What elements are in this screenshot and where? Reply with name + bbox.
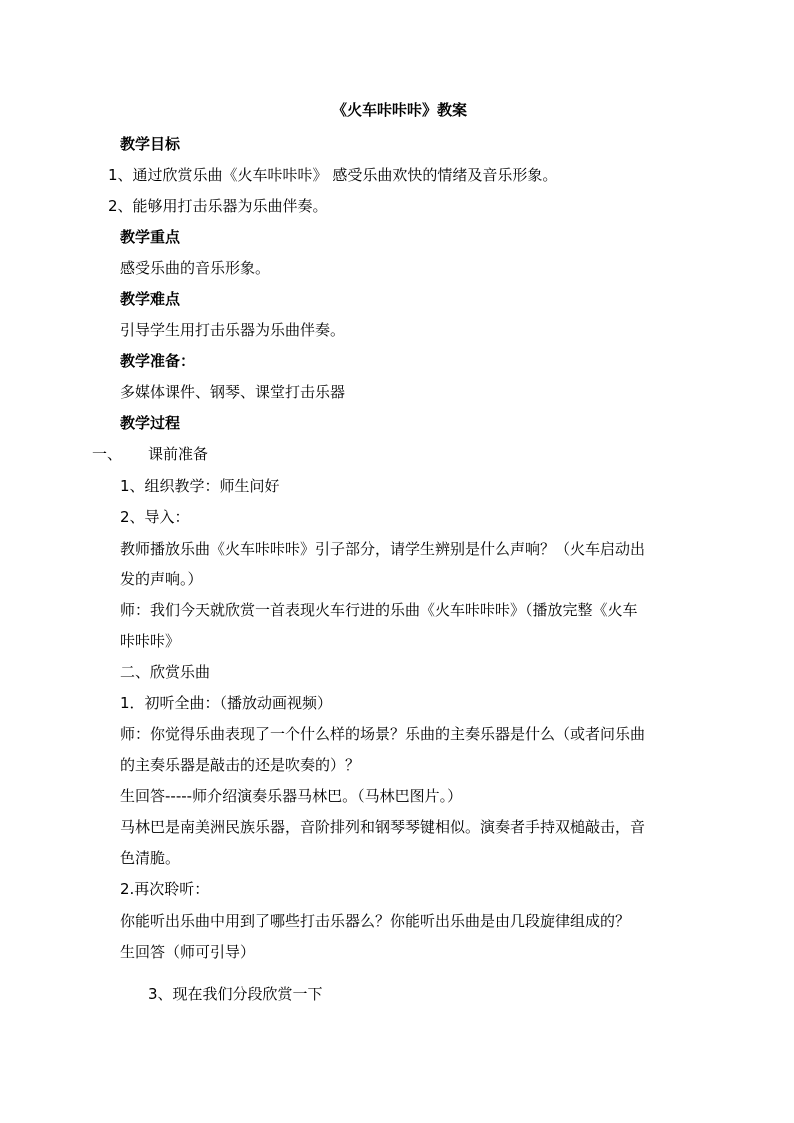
heading-process: 教学过程: [120, 414, 181, 432]
heading-teaching-goals: 教学目标: [120, 135, 181, 153]
step-segment-listen: 3、现在我们分段欣赏一下: [148, 985, 323, 1003]
document-title: 《火车咔咔咔》教案: [332, 101, 468, 119]
step-intro: 2、导入：: [120, 508, 190, 526]
section-title-2: 二、欣赏乐曲: [120, 663, 211, 681]
section-title-1: 课前准备: [148, 445, 209, 463]
marimba-description-line-1: 马林巴是南美洲民族乐器，音阶排列和钢琴琴键相似。演奏者手持双槌敲击，音: [120, 818, 646, 836]
question-line-2: 的主奏乐器是敲击的还是吹奏的）？: [120, 756, 361, 774]
student-answer-guided: 生回答（师可引导）: [120, 943, 256, 961]
step-organize: 1、组织教学：师生问好: [120, 477, 280, 495]
step-first-listen: 1．初听全曲：（播放动画视频）: [120, 694, 333, 712]
teacher-line-2: 咔咔咔》: [120, 632, 181, 650]
question-line-1: 师：你觉得乐曲表现了一个什么样的场景？乐曲的主奏乐器是什么（或者问乐曲: [120, 725, 646, 743]
section-number-1: 一、: [92, 445, 123, 463]
student-answer-marimba: 生回答-----师介绍演奏乐器马林巴。（马林巴图片。）: [120, 787, 463, 805]
marimba-description-line-2: 色清脆。: [120, 849, 181, 867]
heading-key-points: 教学重点: [120, 228, 181, 246]
goal-item-2: 2、能够用打击乐器为乐曲伴奏。: [108, 197, 328, 215]
difficulties-text: 引导学生用打击乐器为乐曲伴奏。: [120, 321, 346, 339]
teacher-line-1: 师：我们今天就欣赏一首表现火车行进的乐曲《火车咔咔咔》（播放完整《火车: [120, 601, 638, 619]
heading-preparation: 教学准备：: [120, 352, 196, 370]
intro-paragraph-line-2: 发的声响。）: [120, 570, 203, 588]
intro-paragraph-line-1: 教师播放乐曲《火车咔咔咔》引子部分，请学生辨别是什么声响？（火车启动出: [120, 540, 646, 558]
preparation-text: 多媒体课件、钢琴、课堂打击乐器: [120, 383, 346, 401]
heading-difficulties: 教学难点: [120, 290, 181, 308]
key-points-text: 感受乐曲的音乐形象。: [120, 259, 271, 277]
step-second-listen: 2.再次聆听：: [120, 880, 210, 898]
listen-question: 你能听出乐曲中用到了哪些打击乐器么？你能听出乐曲是由几段旋律组成的？: [120, 912, 631, 930]
goal-item-1: 1、通过欣赏乐曲《火车咔咔咔》 感受乐曲欢快的情绪及音乐形象。: [108, 166, 558, 184]
